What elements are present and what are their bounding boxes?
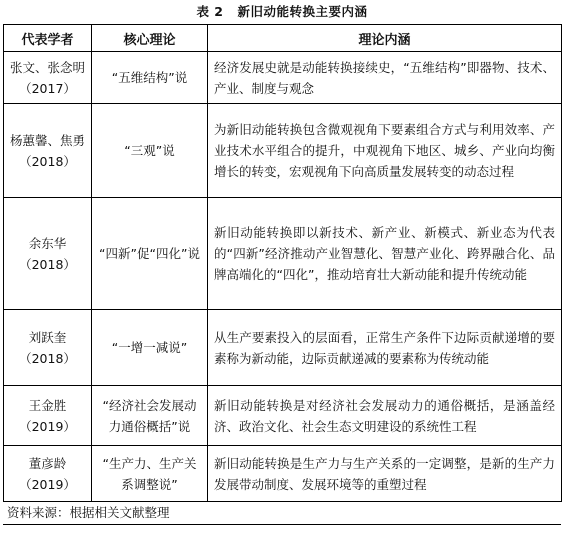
author-cell: 杨蕙馨、焦勇（2018） bbox=[4, 104, 92, 198]
theory-cell: “一增一减说” bbox=[92, 310, 208, 386]
theory-cell: “三观”说 bbox=[92, 104, 208, 198]
table-title: 新旧动能转换主要内涵 bbox=[237, 4, 368, 19]
table-row bbox=[4, 52, 562, 104]
header-theory: 核心理论 bbox=[92, 25, 208, 52]
table-number: 表 2 bbox=[196, 4, 224, 19]
table-header-row bbox=[4, 25, 562, 52]
table-row bbox=[4, 446, 562, 502]
header-content: 理论内涵 bbox=[208, 25, 562, 52]
table-row bbox=[4, 310, 562, 386]
author-cell: 余东华（2018） bbox=[4, 198, 92, 310]
author-cell: 董彦龄（2019） bbox=[4, 446, 92, 502]
content-cell: 新旧动能转换是生产力与生产关系的一定调整，是新的生产力发展带动制度、发展环境等的重塑过程 bbox=[208, 446, 562, 502]
table-row bbox=[4, 198, 562, 310]
content-cell: 从生产要素投入的层面看，正常生产条件下边际贡献递增的要素称为新动能，边际贡献递减的要素称为传统动能 bbox=[208, 310, 562, 386]
author-cell: 刘跃奎（2018） bbox=[4, 310, 92, 386]
theory-cell: “五维结构”说 bbox=[92, 52, 208, 104]
content-cell: 新旧动能转换即以新技术、新产业、新模式、新业态为代表的“四新”经济推动产业智慧化、智慧产业化、跨界融合化、品牌高端化的“四化”，推动培育壮大新动能和提升传统动能 bbox=[208, 198, 562, 310]
table-row bbox=[4, 386, 562, 446]
theory-cell: “生产力、生产关系调整说” bbox=[92, 446, 208, 502]
theory-cell: “经济社会发展动力通俗概括”说 bbox=[92, 386, 208, 446]
content-cell: 为新旧动能转换包含微观视角下要素组合方式与利用效率、产业技术水平组合的提升，中观视角下地区、城乡、产业向均衡增长的转变，宏观视角下向高质量发展转变的动态过程 bbox=[208, 104, 562, 198]
source-note: 资料来源：根据相关文献整理 bbox=[3, 502, 561, 525]
theory-table bbox=[3, 24, 562, 502]
header-author: 代表学者 bbox=[4, 25, 92, 52]
author-cell: 张文、张念明（2017） bbox=[4, 52, 92, 104]
table-caption bbox=[3, 0, 561, 24]
table-row bbox=[4, 104, 562, 198]
content-cell: 经济发展史就是动能转换接续史，“五维结构”即器物、技术、产业、制度与观念 bbox=[208, 52, 562, 104]
content-cell: 新旧动能转换是对经济社会发展动力的通俗概括，是涵盖经济、政治文化、社会生态文明建设的系统性工程 bbox=[208, 386, 562, 446]
theory-cell: “四新”促“四化”说 bbox=[92, 198, 208, 310]
author-cell: 王金胜（2019） bbox=[4, 386, 92, 446]
